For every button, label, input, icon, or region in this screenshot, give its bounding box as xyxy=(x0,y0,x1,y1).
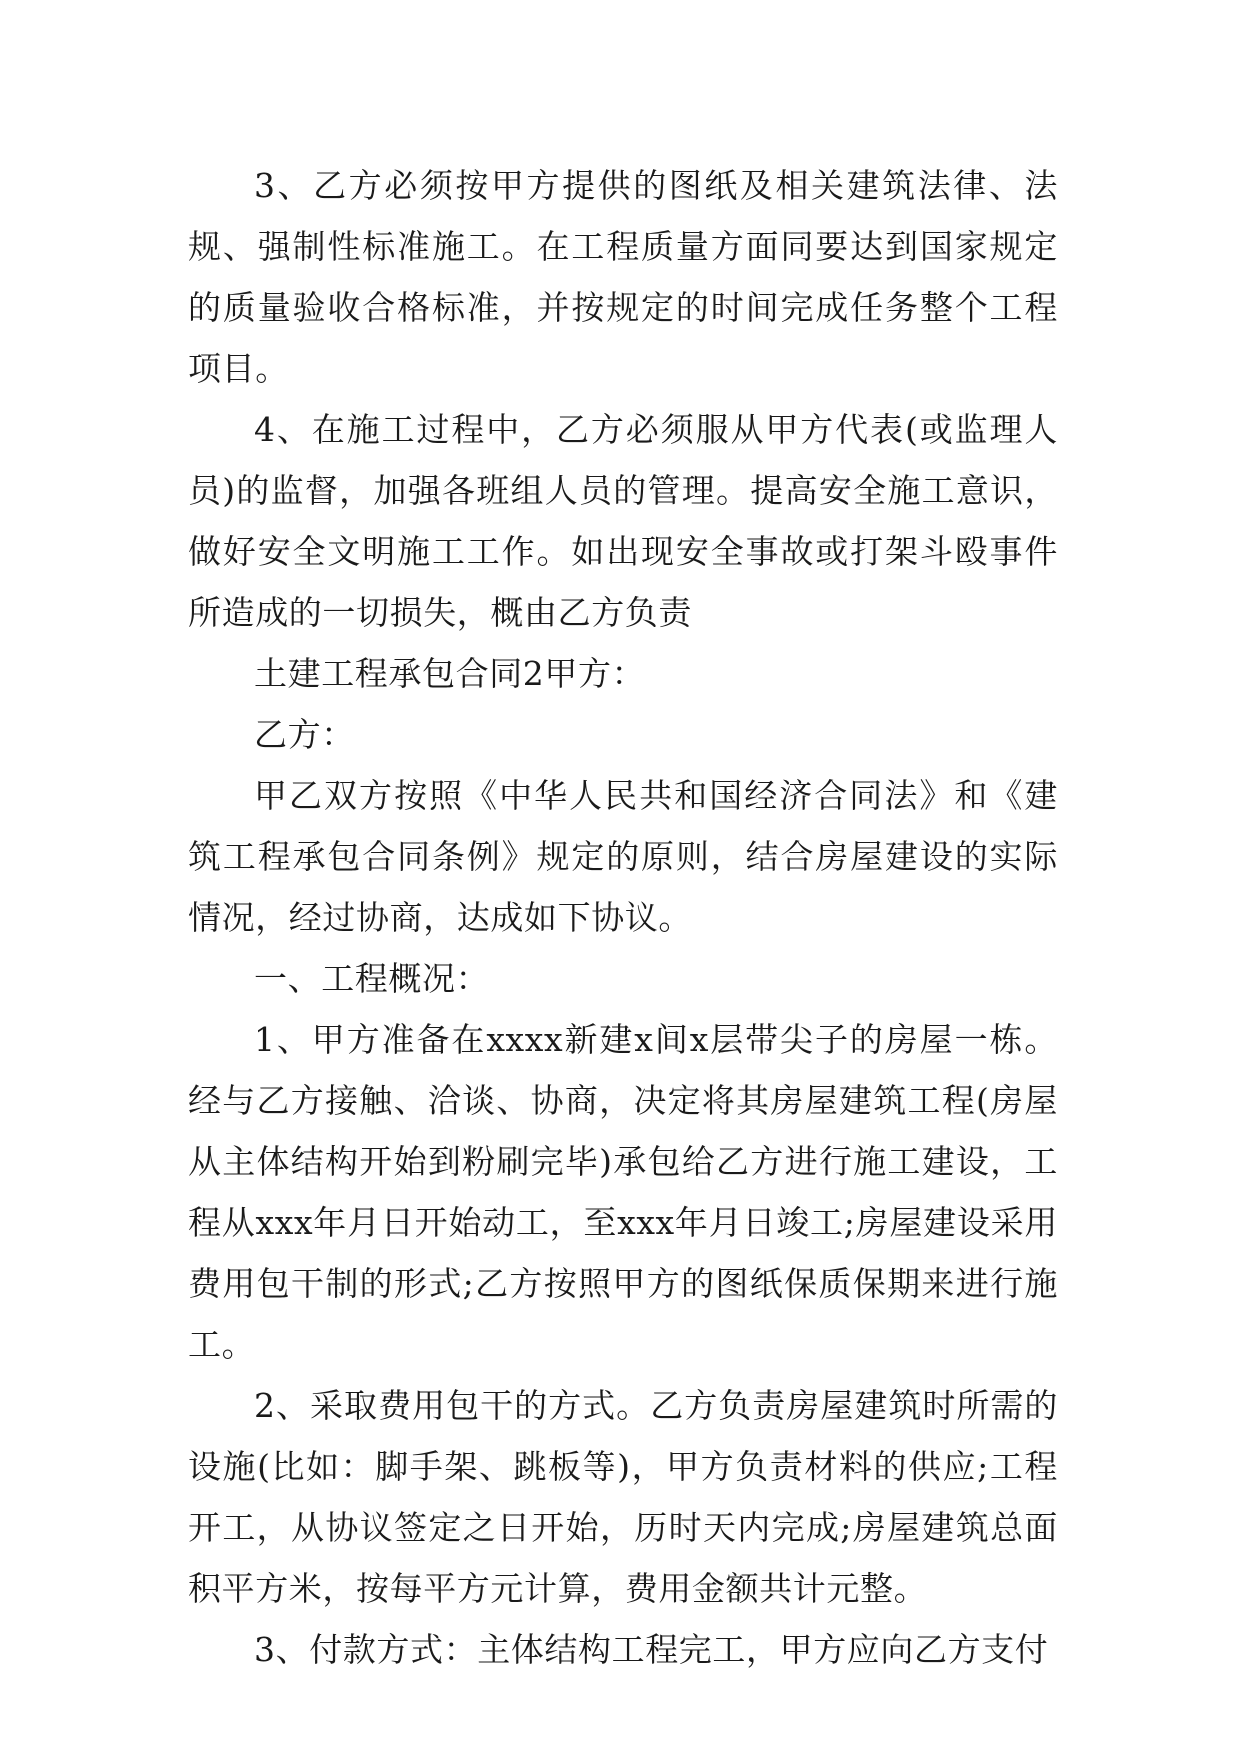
section-heading-overview: 一、工程概况： xyxy=(254,959,490,998)
paragraph-overview-1: 1、甲方准备在xxxx新建x间x层带尖子的房屋一栋。经与乙方接触、洽谈、协商，决定将其房屋建筑工程(房屋从主体结构开始到粉刷完毕)承包给乙方进行施工建设，工程从xxx年月日开始动工，至xxx年月日竣工;房屋建设采用费用包干制的形式;乙方按照甲方的图纸保质保期来进行施工。 xyxy=(188,1020,1058,1364)
paragraph-overview-3: 3、付款方式：主体结构工程完工，甲方应向乙方支付 xyxy=(254,1630,1049,1669)
paragraph-clause-3: 3、乙方必须按甲方提供的图纸及相关建筑法律、法规、强制性标准施工。在工程质量方面同要达到国家规定的质量验收合格标准，并按规定的时间完成任务整个工程项目。 xyxy=(188,166,1058,388)
contract-title-party-a: 土建工程承包合同2甲方： xyxy=(254,654,646,693)
paragraph-clause-4: 4、在施工过程中，乙方必须服从甲方代表(或监理人员)的监督，加强各班组人员的管理。提高安全施工意识，做好安全文明施工工作。如出现安全事故或打架斗殴事件所造成的一切损失，概由乙方负责 xyxy=(188,410,1058,632)
paragraph-preamble: 甲乙双方按照《中华人民共和国经济合同法》和《建筑工程承包合同条例》规定的原则，结合房屋建设的实际情况，经过协商，达成如下协议。 xyxy=(188,776,1058,937)
paragraph-overview-2: 2、采取费用包干的方式。乙方负责房屋建筑时所需的设施(比如：脚手架、跳板等)，甲方负责材料的供应;工程开工，从协议签定之日开始，历时天内完成;房屋建筑总面积平方米，按每平方元计算，费用金额共计元整。 xyxy=(188,1386,1058,1608)
document-body xyxy=(188,155,1058,1680)
party-b-line: 乙方： xyxy=(254,715,355,754)
